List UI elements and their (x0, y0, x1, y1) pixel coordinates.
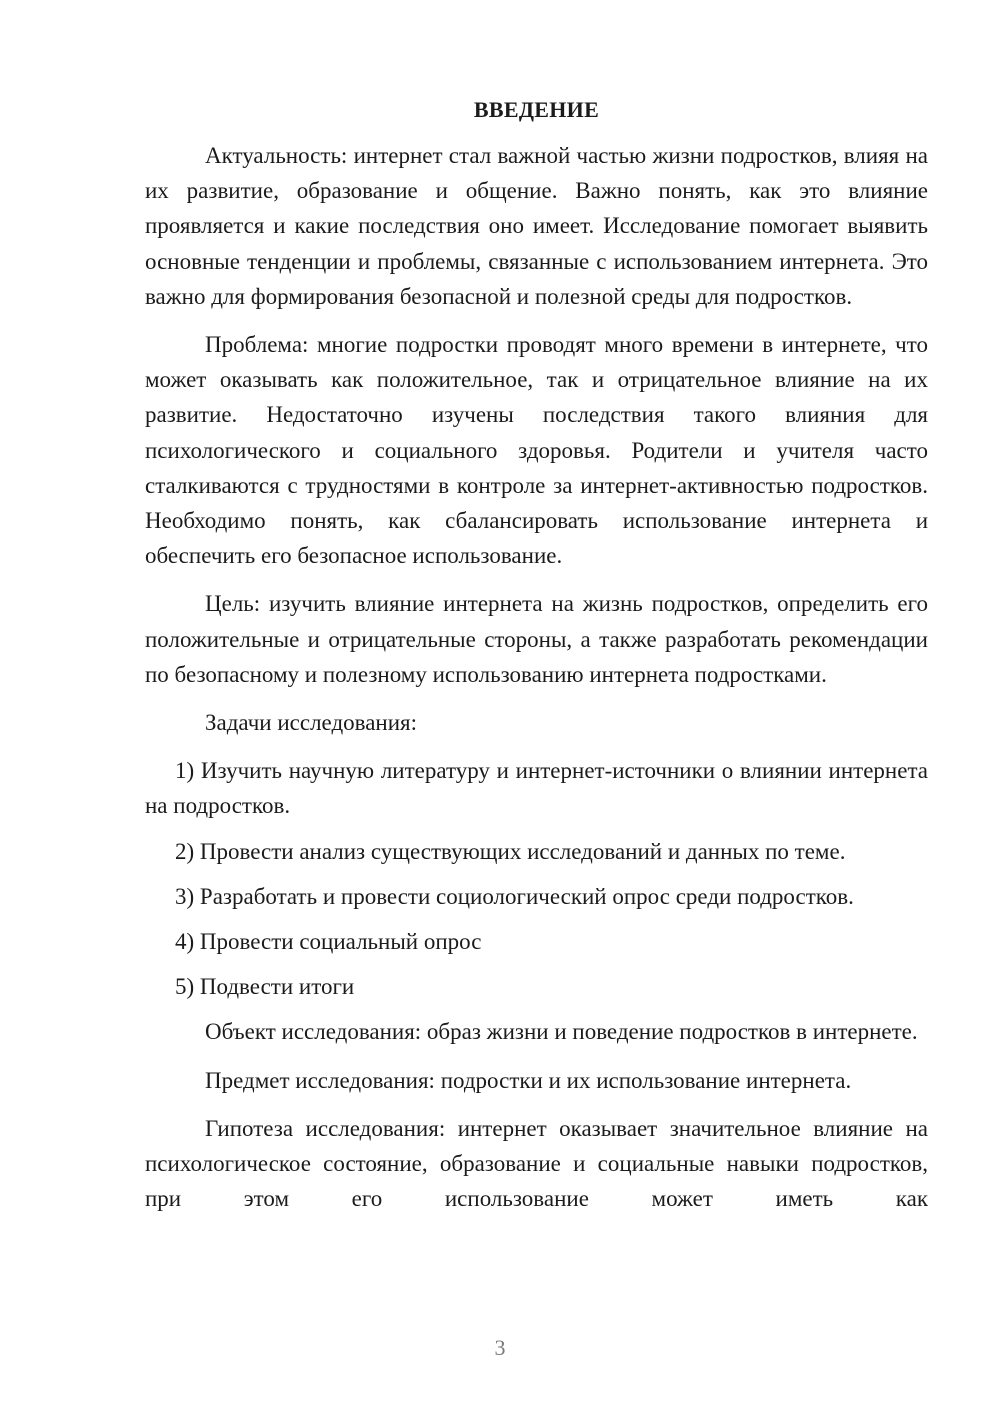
task-item-3: 3) Разработать и провести социологический опрос среди подростков. (175, 883, 854, 909)
goal-paragraph: Цель: изучить влияние интернета на жизнь подростков, определить его положительные и отрицательные стороны, а также разработать рекомендации по безопасному и полезному использованию интернета подростками. (145, 591, 928, 687)
tasks-heading: Задачи исследования: (205, 710, 418, 736)
page-number: 3 (494, 1335, 506, 1360)
hypothesis-paragraph: Гипотеза исследования: интернет оказывает значительное влияние на психологическое состояние, образование и социальные навыки подростков, при этом его использование может иметь как (145, 1115, 928, 1212)
task-item-5: 5) Подвести итоги (175, 974, 355, 1000)
subject-paragraph: Предмет исследования: подростки и их использование интернета. (205, 1067, 852, 1093)
page-title: ВВЕДЕНИЕ (473, 97, 600, 122)
task-item-1: 1) Изучить научную литературу и интернет-источники о влиянии интернета на подростков. (145, 758, 928, 819)
problem-paragraph: Проблема: многие подростки проводят много времени в интернете, что может оказывать как положительное, так и отрицательное влияние на их развитие. Недостаточно изучены последствия такого влияния для психологического и социального здоровья. Родители и учителя часто сталкиваются с трудностями в контроле за интернет-активностью подростков. Необходимо понять, как сбалансировать использование интернета и обеспечить его безопасное использование. (145, 332, 928, 569)
relevance-paragraph: Актуальность: интернет стал важной частью жизни подростков, влияя на их развитие, образование и общение. Важно понять, как это влияние проявляется и какие последствия оно имеет. Исследование помогает выявить основные тенденции и проблемы, связанные с использованием интернета. Это важно для формирования безопасной и полезной среды для подростков. (145, 143, 928, 309)
task-item-4: 4) Провести социальный опрос (175, 929, 482, 955)
page-body (145, 96, 928, 1229)
object-paragraph: Объект исследования: образ жизни и поведение подростков в интернете. (205, 1019, 918, 1045)
task-item-2: 2) Провести анализ существующих исследований и данных по теме. (175, 838, 846, 864)
